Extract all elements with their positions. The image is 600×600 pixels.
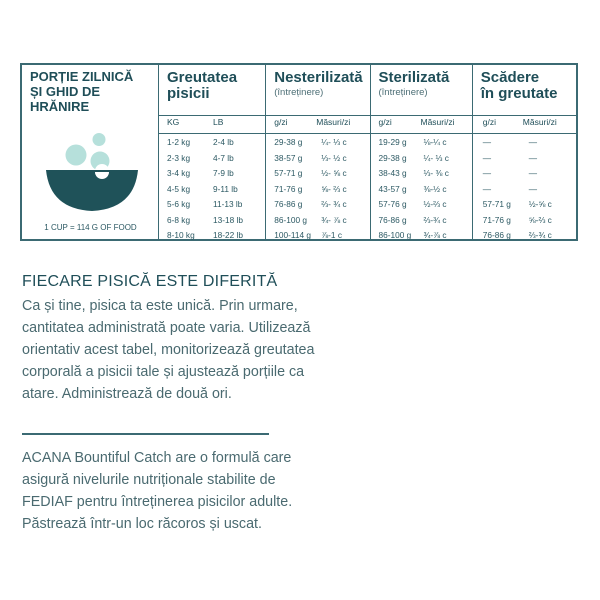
scadere-rows (473, 137, 576, 246)
table-row (371, 168, 472, 184)
table-cell: 43-57 g (378, 183, 407, 194)
table-cell: ⅓- ⅜ c (423, 168, 449, 178)
g-header: g/zi (378, 117, 392, 127)
table-cell: ¾- ⅞ c (321, 214, 347, 225)
weight-column (158, 65, 265, 239)
table-cell: 2-4 lb (213, 137, 234, 147)
table-row (159, 199, 265, 215)
table-row (159, 137, 265, 153)
divider (22, 433, 269, 435)
table-cell: 29-38 g (274, 137, 303, 147)
weight-heading: Greutatea pisicii (167, 69, 238, 102)
table-row (159, 168, 265, 184)
table-cell: ⅜-½ c (423, 183, 447, 194)
table-cell: 76-86 g (482, 230, 511, 240)
table-row (266, 184, 369, 200)
table-cell: 2-3 kg (167, 152, 191, 163)
table-cell: ⅝- ⅔ c (321, 183, 347, 194)
measure-header: Măsuri/zi (522, 117, 557, 127)
table-row (371, 153, 472, 169)
table-row (371, 199, 472, 215)
table-cell: 57-76 g (378, 199, 407, 209)
cup-conversion-note: 1 CUP = 114 G OF FOOD (44, 223, 137, 232)
table-row (371, 230, 472, 246)
table-row (159, 230, 265, 246)
table-cell: 9-11 lb (213, 183, 238, 194)
sterilizata-heading: Sterilizată (378, 69, 450, 86)
sterilizata-column (370, 65, 472, 239)
table-cell: 5-6 kg (167, 199, 191, 209)
feeding-guide-table (20, 63, 578, 241)
table-cell: 8-10 kg (167, 230, 195, 240)
table-cell: ⅔-¾ c (528, 230, 552, 240)
table-cell: 57-71 g (274, 168, 303, 178)
table-row (473, 184, 576, 200)
nesterilizata-subheading: (întreținere) (274, 87, 324, 98)
table-cell: 13-18 lb (213, 214, 243, 225)
g-header: g/zi (274, 117, 288, 127)
table-cell: 38-43 g (378, 168, 407, 178)
weight-rows (159, 137, 265, 246)
table-row (371, 215, 472, 231)
table-cell: 71-76 g (274, 183, 303, 194)
table-row (266, 230, 369, 246)
table-cell: — (482, 137, 492, 147)
kibble-icon (93, 133, 106, 146)
table-cell: 19-29 g (378, 137, 407, 147)
table-row (473, 199, 576, 215)
table-cell: 86-100 g (378, 230, 412, 240)
table-cell: 86-100 g (274, 214, 308, 225)
nesterilizata-heading: Nesterilizată (274, 69, 363, 86)
table-cell: ¾-⅞ c (423, 230, 447, 240)
table-cell: ⅞-1 c (321, 230, 343, 240)
table-cell: ½-⅝ c (528, 199, 552, 209)
table-cell: 7-9 lb (213, 168, 234, 178)
table-cell: 4-7 lb (213, 152, 234, 163)
table-row (266, 168, 369, 184)
nesterilizata-rows (266, 137, 369, 246)
table-cell: 29-38 g (378, 152, 407, 163)
table-row (159, 215, 265, 231)
intro-paragraph: Ca și tine, pisica ta este unică. Prin urmare, cantitatea administrată poate varia. Utilizează orientativ acest tabel, monitorizează greutatea corporală a pisicii tale și ajustează porțiile ca atare. Administrează de două ori. (22, 298, 315, 402)
guide-title-column (22, 65, 158, 239)
sterilizata-rows (371, 137, 472, 246)
food-bowl-icon (44, 133, 140, 213)
sterilizata-subheading: (întreținere) (378, 87, 428, 98)
table-row (371, 137, 472, 153)
table-cell: ⅓- ½ c (321, 152, 347, 163)
table-cell: ½-⅔ c (423, 199, 447, 209)
guide-title: PORȚIE ZILNICĂ ȘI GHID DE HRĂNIRE (30, 69, 134, 114)
table-cell: — (528, 183, 538, 194)
measure-header: Măsuri/zi (316, 117, 351, 127)
table-cell: ¼- ⅓ c (423, 152, 449, 163)
lb-header: LB (213, 117, 224, 127)
table-row (266, 199, 369, 215)
table-row (159, 153, 265, 169)
kibble-icon (66, 145, 87, 166)
table-row (473, 215, 576, 231)
table-cell: 57-71 g (482, 199, 511, 209)
table-cell: ⅔-¾ c (423, 214, 447, 225)
table-cell: ⅝-⅔ c (528, 214, 552, 225)
table-cell: 38-57 g (274, 152, 303, 163)
table-cell: 4-5 kg (167, 183, 191, 194)
table-row (473, 153, 576, 169)
product-paragraph: ACANA Bountiful Catch are o formulă care asigură nivelurile nutriționale stabilite de FEDIAF pentru întreținerea pisicilor adulte. Păstrează într-un loc răcoros și uscat. (22, 450, 293, 532)
table-cell: — (528, 152, 538, 163)
table-cell: 100-114 g (274, 230, 312, 240)
section-heading: FIECARE PISICĂ ESTE DIFERITĂ (22, 273, 278, 290)
measure-header: Măsuri/zi (420, 117, 455, 127)
table-cell: — (482, 183, 492, 194)
scadere-heading: Scădere în greutate (480, 69, 558, 102)
table-cell: — (528, 137, 538, 147)
g-header: g/zi (482, 117, 496, 127)
table-cell: — (482, 168, 492, 178)
table-cell: ⅔- ¾ c (321, 199, 347, 209)
table-row (159, 184, 265, 200)
nesterilizata-column (265, 65, 369, 239)
table-row (266, 153, 369, 169)
table-row (473, 230, 576, 246)
table-cell: ⅛-¼ c (423, 137, 447, 147)
table-row (473, 137, 576, 153)
scadere-column (472, 65, 576, 239)
table-cell: — (482, 152, 492, 163)
table-cell: 6-8 kg (167, 214, 191, 225)
kg-header: KG (167, 117, 180, 127)
table-cell: 76-86 g (274, 199, 303, 209)
table-row (371, 184, 472, 200)
table-cell: ¼- ⅓ c (321, 137, 347, 147)
table-cell: 18-22 lb (213, 230, 243, 240)
table-cell: 71-76 g (482, 214, 511, 225)
table-cell: 3-4 kg (167, 168, 191, 178)
table-cell: 76-86 g (378, 214, 407, 225)
table-cell: — (528, 168, 538, 178)
table-cell: 11-13 lb (213, 199, 243, 209)
table-cell: 1-2 kg (167, 137, 191, 147)
table-row (473, 168, 576, 184)
table-row (266, 215, 369, 231)
table-row (266, 137, 369, 153)
table-cell: ½- ⅝ c (321, 168, 347, 178)
